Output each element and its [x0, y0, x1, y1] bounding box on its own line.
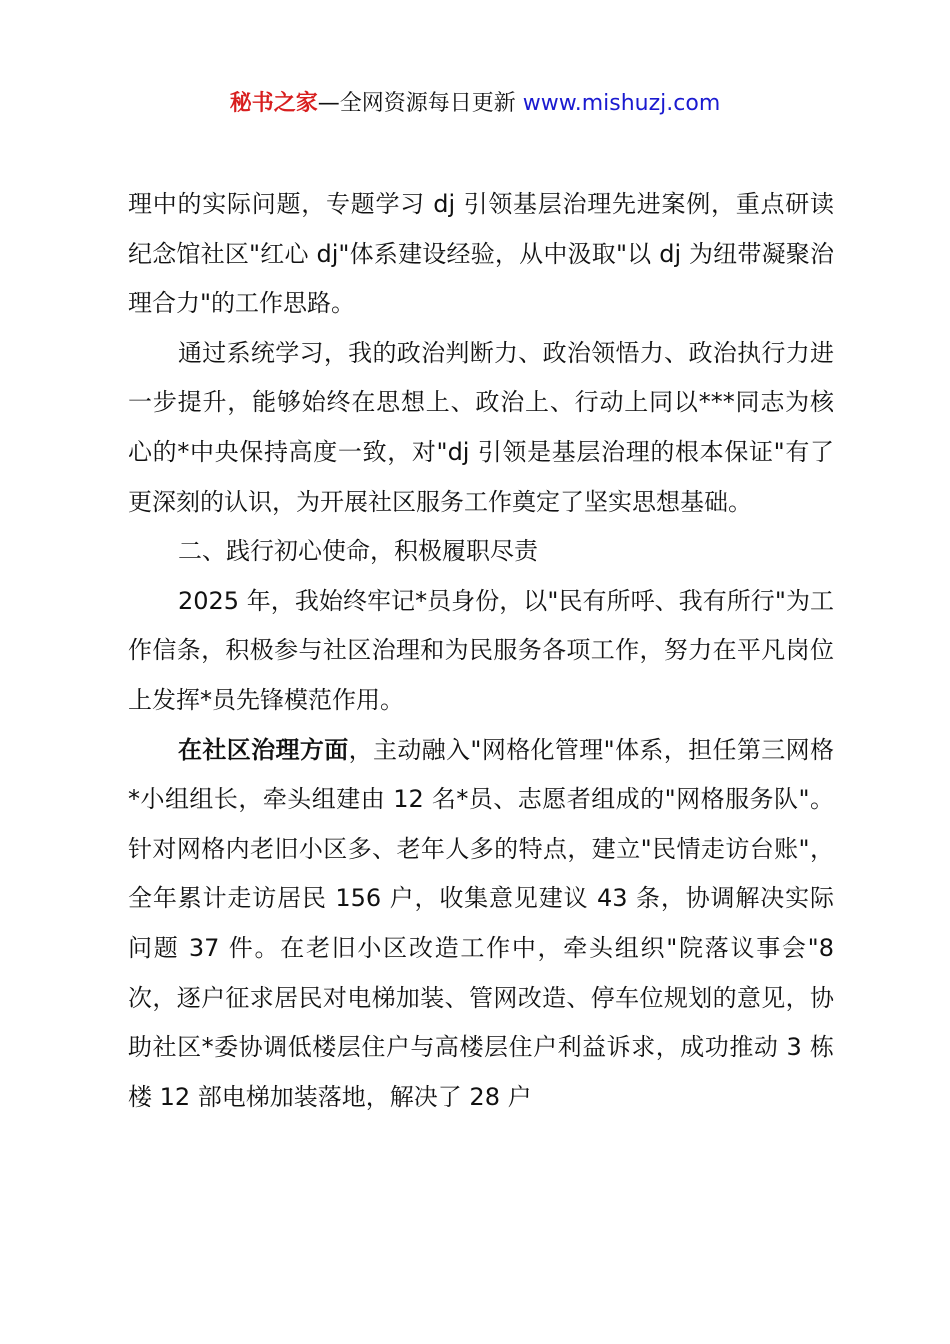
brand-name: 秘书之家: [229, 91, 318, 116]
document-body: [128, 180, 834, 1122]
paragraph-study-results: 通过系统学习，我的政治判断力、政治领悟力、政治执行力进一步提升，能够始终在思想上、政治上、行动上同以***同志为核心的*中央保持高度一致，对"dj 引领是基层治理的根本保证"有了更深刻的认识，为开展社区服务工作奠定了坚实思想基础。: [128, 338, 834, 516]
paragraph-2025-overview: 2025 年，我始终牢记*员身份，以"民有所呼、我有所行"为工作信条，积极参与社区治理和为民服务各项工作，努力在平凡岗位上发挥*员先锋模范作用。: [128, 586, 834, 714]
website-link[interactable]: www.mishuzj.com: [522, 91, 721, 116]
header-tagline: —全网资源每日更新: [317, 91, 523, 116]
page-header: [0, 86, 950, 122]
paragraph-lead-bold: 在社区治理方面: [178, 735, 349, 764]
section-heading: 二、践行初心使命，积极履职尽责: [178, 537, 538, 566]
paragraph-body: ，主动融入"网格化管理"体系，担任第三网格*小组组长，牵头组建由 12 名*员、志愿者组成的"网格服务队"。针对网格内老旧小区多、老年人多的特点，建立"民情走访台账"，全年累计走访居民 156 户，收集意见建议 43 条，协调解决实际问题 37 件。在老旧小区改造工作中，牵头组织"院落议事会"8 次，逐户征求居民对电梯加装、管网改造、停车位规划的意见，协助社区*委协调低楼层住户与高楼层住户利益诉求，成功推动 3 栋楼 12 部电梯加装落地，解决了 28 户: [128, 735, 835, 1111]
paragraph-continued: 理中的实际问题，专题学习 dj 引领基层治理先进案例，重点研读纪念馆社区"红心 dj"体系建设经验，从中汲取"以 dj 为纽带凝聚治理合力"的工作思路。: [128, 190, 834, 318]
paragraph-community-governance: [128, 726, 834, 1123]
